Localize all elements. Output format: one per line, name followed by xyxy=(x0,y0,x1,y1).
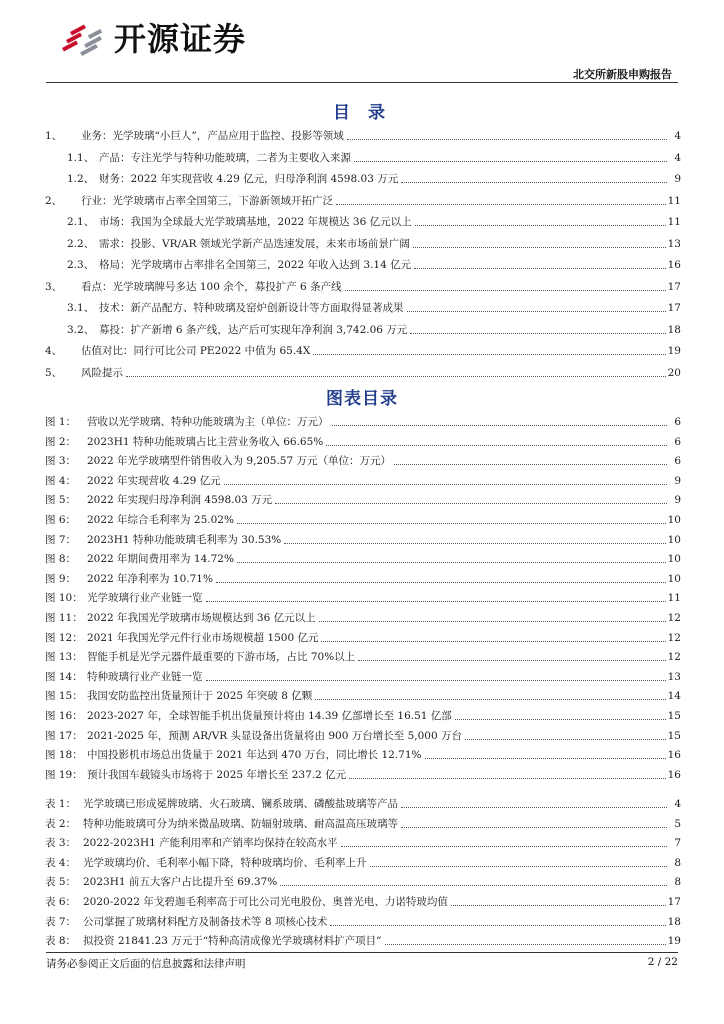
toc-entry-number: 2.1、 xyxy=(67,216,95,228)
figure-entry-number: 图 3： xyxy=(45,455,77,468)
toc-entry-title: 行业：光学玻璃市占率全国第三，下游新领域开拓广泛 xyxy=(81,194,333,207)
figure-entry-title: 中国投影机市场总出货量于 2021 年达到 470 万台，同比增长 12.71% xyxy=(87,749,422,762)
table-entry-page: 8 xyxy=(674,876,681,889)
figure-entry-page: 12 xyxy=(667,612,681,624)
page-header xyxy=(0,0,724,84)
toc-entry-title: 估值对比：同行可比公司 PE2022 中值为 65.4X xyxy=(81,345,311,357)
figure-entry[interactable] xyxy=(45,414,681,431)
figure-entry[interactable] xyxy=(45,551,681,568)
figure-entry-page: 6 xyxy=(674,435,681,448)
table-entry-page: 5 xyxy=(674,817,681,830)
dot-leader xyxy=(330,925,665,926)
figure-entry[interactable] xyxy=(45,492,681,509)
toc-entry-page: 4 xyxy=(674,130,681,142)
figure-entry[interactable] xyxy=(45,532,681,549)
toc-entry[interactable] xyxy=(45,193,681,210)
figure-entry[interactable] xyxy=(45,473,681,490)
figure-entry[interactable] xyxy=(45,453,681,470)
report-type: 北交所新股申购报告 xyxy=(573,68,672,81)
table-entry-number: 表 3： xyxy=(45,837,77,850)
table-entry-title: 公司掌握了玻璃材料配方及制备技术等 8 项核心技术 xyxy=(83,915,328,928)
dot-leader xyxy=(237,523,666,524)
figure-entry-number: 图 11： xyxy=(45,612,83,624)
table-entry-number: 表 5： xyxy=(45,876,77,889)
figure-entry[interactable] xyxy=(45,610,681,627)
figure-entry-title: 2023-2027 年，全球智能手机出货量预计将由 14.39 亿部增长至 16.51 亿部 xyxy=(87,710,452,722)
table-entry[interactable] xyxy=(45,835,681,852)
dot-leader xyxy=(414,268,666,269)
toc-entry-title: 技术：新产品配方、特种玻璃及窑炉创新设计等方面取得显著成果 xyxy=(99,302,404,314)
figure-entry-number: 图 14： xyxy=(45,670,83,683)
dot-leader xyxy=(326,445,667,446)
figure-entry-page: 6 xyxy=(674,416,681,428)
figure-entry-title: 我国安防监控出货量预计于 2025 年突破 8 亿颗 xyxy=(87,690,313,703)
figure-entry[interactable] xyxy=(45,630,681,647)
toc-entry-title: 财务：2022 年实现营收 4.29 亿元，归母净利润 4598.03 万元 xyxy=(99,173,399,185)
toc-entry-number: 3.1、 xyxy=(67,302,95,314)
figure-entry-title: 预计我国车载镜头市场将于 2025 年增长至 237.2 亿元 xyxy=(87,768,347,781)
figure-entry[interactable] xyxy=(45,669,681,686)
figure-entry-number: 图 10： xyxy=(45,592,83,605)
toc-entry-title: 产品：专注光学与特种功能玻璃，二者为主要收入来源 xyxy=(99,151,351,164)
dot-leader xyxy=(465,739,666,740)
figure-entry-title: 2022 年实现归母净利润 4598.03 万元 xyxy=(87,494,273,507)
toc-entry-title: 需求：投影、VR/AR 领域光学新产品迭速发展，未来市场前景广阔 xyxy=(99,237,410,250)
dot-leader xyxy=(224,484,667,485)
dot-leader xyxy=(385,944,666,945)
figure-entry[interactable] xyxy=(45,708,681,725)
figure-entry-page: 11 xyxy=(667,592,681,605)
dot-leader xyxy=(206,601,666,602)
dot-leader xyxy=(415,225,666,226)
figure-entry-number: 图 19： xyxy=(45,768,83,781)
toc-entry[interactable] xyxy=(45,214,681,231)
table-entry-number: 表 6： xyxy=(45,896,77,908)
toc-entry[interactable] xyxy=(45,171,681,188)
toc-entry-page: 11 xyxy=(667,216,681,228)
figure-entry-title: 2022 年我国光学玻璃市场规模达到 36 亿元以上 xyxy=(87,612,316,624)
figure-entry-page: 16 xyxy=(667,749,681,762)
dot-leader xyxy=(313,354,665,355)
toc-entry[interactable] xyxy=(45,257,681,274)
dot-leader xyxy=(407,311,666,312)
figure-entry-number: 图 8： xyxy=(45,553,77,566)
figure-entry-title: 2021-2025 年，预测 AR/VR 头显设备出货量将由 900 万台增长至 5,000 万台 xyxy=(87,729,462,742)
dot-leader xyxy=(126,376,666,377)
toc-entry-title: 募投：扩产新增 6 条产线，达产后可实现年净利润 3,742.06 万元 xyxy=(99,323,408,336)
toc-entry-title: 业务：光学玻璃“小巨人”，产品应用于监控、投影等领域 xyxy=(81,130,344,142)
dot-leader xyxy=(336,204,666,205)
figure-entry-page: 15 xyxy=(667,710,681,722)
dot-leader xyxy=(321,641,665,642)
dot-leader xyxy=(206,680,666,681)
figure-entry[interactable] xyxy=(45,649,681,666)
figure-entry-title: 智能手机是光学元器件最重要的下游市场，占比 70%以上 xyxy=(87,651,356,664)
table-entry-title: 2022-2023H1 产能利用率和产销率均保持在较高水平 xyxy=(83,837,338,850)
figure-entry-page: 16 xyxy=(667,768,681,781)
toc-entry-page: 13 xyxy=(667,237,681,250)
dot-leader xyxy=(370,866,668,867)
toc-entry-number: 2.3、 xyxy=(67,259,95,271)
table-entry[interactable] xyxy=(45,855,681,872)
toc-entry-page: 4 xyxy=(674,151,681,164)
toc-entry-number: 1、 xyxy=(45,130,63,142)
dot-leader xyxy=(401,827,667,828)
figure-entry-number: 图 4： xyxy=(45,474,77,487)
figure-entry[interactable] xyxy=(45,728,681,745)
figure-entry-title: 2022 年净利率为 10.71% xyxy=(87,572,213,585)
figure-entry-title: 2022 年综合毛利率为 25.02% xyxy=(87,514,234,526)
figure-entry[interactable] xyxy=(45,590,681,607)
figure-entry[interactable] xyxy=(45,571,681,588)
charts-contents-title: 图表目录 xyxy=(326,389,398,409)
page-number: 2 / 22 xyxy=(647,956,678,968)
toc-entry-title: 风险提示 xyxy=(81,366,123,379)
toc-entry-number: 2.2、 xyxy=(67,237,95,250)
table-entry-page: 4 xyxy=(674,798,681,810)
figure-entry-number: 图 15： xyxy=(45,690,83,703)
dot-leader xyxy=(347,139,667,140)
toc-entry-number: 1.2、 xyxy=(67,173,95,185)
dot-leader xyxy=(345,290,666,291)
toc-entry[interactable] xyxy=(45,128,681,145)
table-entry[interactable] xyxy=(45,894,681,911)
toc-entry[interactable] xyxy=(45,236,681,253)
toc-entry-number: 1.1、 xyxy=(67,151,95,164)
dot-leader xyxy=(354,161,667,162)
figure-entry-page: 10 xyxy=(667,514,681,526)
dot-leader xyxy=(455,719,666,720)
dot-leader xyxy=(284,543,665,544)
dot-leader xyxy=(413,247,666,248)
figure-entry-page: 6 xyxy=(674,455,681,468)
figure-entry-page: 13 xyxy=(667,670,681,683)
dot-leader xyxy=(451,905,666,906)
table-entry[interactable] xyxy=(45,874,681,891)
toc-entry-number: 2、 xyxy=(45,194,63,207)
figure-entry-title: 2023H1 特种功能玻璃毛利率为 30.53% xyxy=(87,533,282,546)
dot-leader xyxy=(394,464,667,465)
contents-title: 目 录 xyxy=(333,103,391,123)
toc-entry-page: 17 xyxy=(667,302,681,314)
toc-entry-page: 16 xyxy=(667,259,681,271)
toc-entry[interactable] xyxy=(45,300,681,317)
table-entry-page: 19 xyxy=(667,935,681,948)
dot-leader xyxy=(216,582,666,583)
table-entry[interactable] xyxy=(45,933,681,950)
table-entry[interactable] xyxy=(45,796,681,813)
table-entry-title: 光学玻璃均价、毛利率小幅下降，特种玻璃均价、毛利率上升 xyxy=(83,856,367,869)
toc-entry[interactable] xyxy=(45,279,681,296)
toc-entry-page: 11 xyxy=(667,194,681,207)
figure-entry-number: 图 1： xyxy=(45,416,77,428)
figure-entry-page: 9 xyxy=(674,474,681,487)
figure-entry-number: 图 6： xyxy=(45,514,77,526)
dot-leader xyxy=(275,503,667,504)
figure-entry-number: 图 9： xyxy=(45,572,77,585)
figure-entry-number: 图 13： xyxy=(45,651,83,664)
toc-entry-number: 5、 xyxy=(45,366,63,379)
table-entry-number: 表 8： xyxy=(45,935,77,948)
footer-disclaimer: 请务必参阅正文后面的信息披露和法律声明 xyxy=(46,958,246,970)
dot-leader xyxy=(237,562,666,563)
dot-leader xyxy=(410,333,665,334)
dot-leader xyxy=(349,778,665,779)
table-entry-title: 2023H1 前五大客户占比提升至 69.37% xyxy=(83,876,278,889)
toc-entry-title: 看点：光学玻璃牌号多达 100 余个，募投扩产 6 条产线 xyxy=(81,280,342,293)
figure-entry-title: 光学玻璃行业产业链一览 xyxy=(87,592,203,605)
table-entry-title: 拟投资 21841.23 万元于“特种高清成像光学玻璃材料扩产项目” xyxy=(83,935,382,948)
company-name: 开源证券 xyxy=(114,20,247,58)
logo-mark-icon xyxy=(60,18,106,60)
dot-leader xyxy=(358,660,665,661)
table-entry-title: 光学玻璃已形成冕牌玻璃、火石玻璃、镧系玻璃、磷酸盐玻璃等产品 xyxy=(83,798,398,810)
toc-entry-title: 格局：光学玻璃市占率排名全国第三，2022 年收入达到 3.14 亿元 xyxy=(99,259,412,271)
table-entry-title: 2020-2022 年戈碧迦毛利率高于可比公司光电股份、奥普光电、力诺特玻均值 xyxy=(83,896,448,908)
figure-entry-number: 图 17： xyxy=(45,729,83,742)
figure-entry-title: 2021 年我国光学元件行业市场规模超 1500 亿元 xyxy=(87,631,319,644)
figure-entry-number: 图 16： xyxy=(45,710,83,722)
figure-entry-number: 图 7： xyxy=(45,533,77,546)
figure-entry-page: 12 xyxy=(667,631,681,644)
figure-entry-title: 2022 年光学玻璃型件销售收入为 9,205.57 万元（单位：万元） xyxy=(87,455,391,468)
figure-entry-title: 特种玻璃行业产业链一览 xyxy=(87,670,203,683)
table-entry-number: 表 4： xyxy=(45,856,77,869)
figure-entry[interactable] xyxy=(45,688,681,705)
figure-entry[interactable] xyxy=(45,747,681,764)
dot-leader xyxy=(341,846,667,847)
figure-entry-title: 2023H1 特种功能玻璃占比主营业务收入 66.65% xyxy=(87,435,324,448)
table-entry-title: 特种功能玻璃可分为纳米微晶玻璃、防辐射玻璃、耐高温高压玻璃等 xyxy=(83,817,398,830)
dot-leader xyxy=(401,807,667,808)
figure-entry-number: 图 2： xyxy=(45,435,77,448)
figure-entry[interactable] xyxy=(45,767,681,784)
dot-leader xyxy=(280,885,667,886)
figure-entry[interactable] xyxy=(45,434,681,451)
figure-entry-number: 图 18： xyxy=(45,749,83,762)
dot-leader xyxy=(332,425,668,426)
footer-divider xyxy=(46,952,678,953)
dot-leader xyxy=(401,182,667,183)
figure-entry-title: 2022 年实现营收 4.29 亿元 xyxy=(87,474,221,487)
table-entry-number: 表 1： xyxy=(45,798,77,810)
toc-entry-page: 19 xyxy=(667,345,681,357)
table-entry[interactable] xyxy=(45,816,681,833)
company-logo xyxy=(60,18,246,60)
figure-entry-page: 10 xyxy=(667,553,681,566)
dot-leader xyxy=(425,758,666,759)
table-entry[interactable] xyxy=(45,914,681,931)
figure-entry-number: 图 12： xyxy=(45,631,83,644)
table-entry-number: 表 2： xyxy=(45,817,77,830)
figure-entry-title: 营收以光学玻璃、特种功能玻璃为主（单位：万元） xyxy=(87,416,329,428)
table-entry-page: 17 xyxy=(667,896,681,908)
figure-entry-page: 14 xyxy=(667,690,681,703)
figure-entry-page: 12 xyxy=(667,651,681,664)
figure-entry-title: 2022 年期间费用率为 14.72% xyxy=(87,553,234,566)
table-entry-page: 7 xyxy=(674,837,681,850)
table-entry-number: 表 7： xyxy=(45,915,77,928)
figure-entry-page: 15 xyxy=(667,729,681,742)
figure-entry-number: 图 5： xyxy=(45,494,77,507)
toc-entry[interactable] xyxy=(45,150,681,167)
figure-entry[interactable] xyxy=(45,512,681,529)
dot-leader xyxy=(319,621,666,622)
toc-entry-number: 4、 xyxy=(45,345,63,357)
dot-leader xyxy=(315,699,665,700)
header-divider xyxy=(46,82,678,83)
figure-entry-page: 10 xyxy=(667,572,681,585)
toc-entry-number: 3、 xyxy=(45,280,63,293)
toc-entry-page: 9 xyxy=(674,173,681,185)
figure-entry-page: 9 xyxy=(674,494,681,507)
figure-entry-page: 10 xyxy=(667,533,681,546)
toc-entry[interactable] xyxy=(45,343,681,360)
toc-entry-number: 3.2、 xyxy=(67,323,95,336)
toc-entry-page: 18 xyxy=(667,323,681,336)
toc-entry-page: 17 xyxy=(667,280,681,293)
table-entry-page: 18 xyxy=(667,915,681,928)
toc-entry[interactable] xyxy=(45,365,681,382)
toc-entry-page: 20 xyxy=(667,366,681,379)
toc-entry-title: 市场：我国为全球最大光学玻璃基地，2022 年规模达 36 亿元以上 xyxy=(99,216,412,228)
toc-entry[interactable] xyxy=(45,322,681,339)
table-entry-page: 8 xyxy=(674,856,681,869)
